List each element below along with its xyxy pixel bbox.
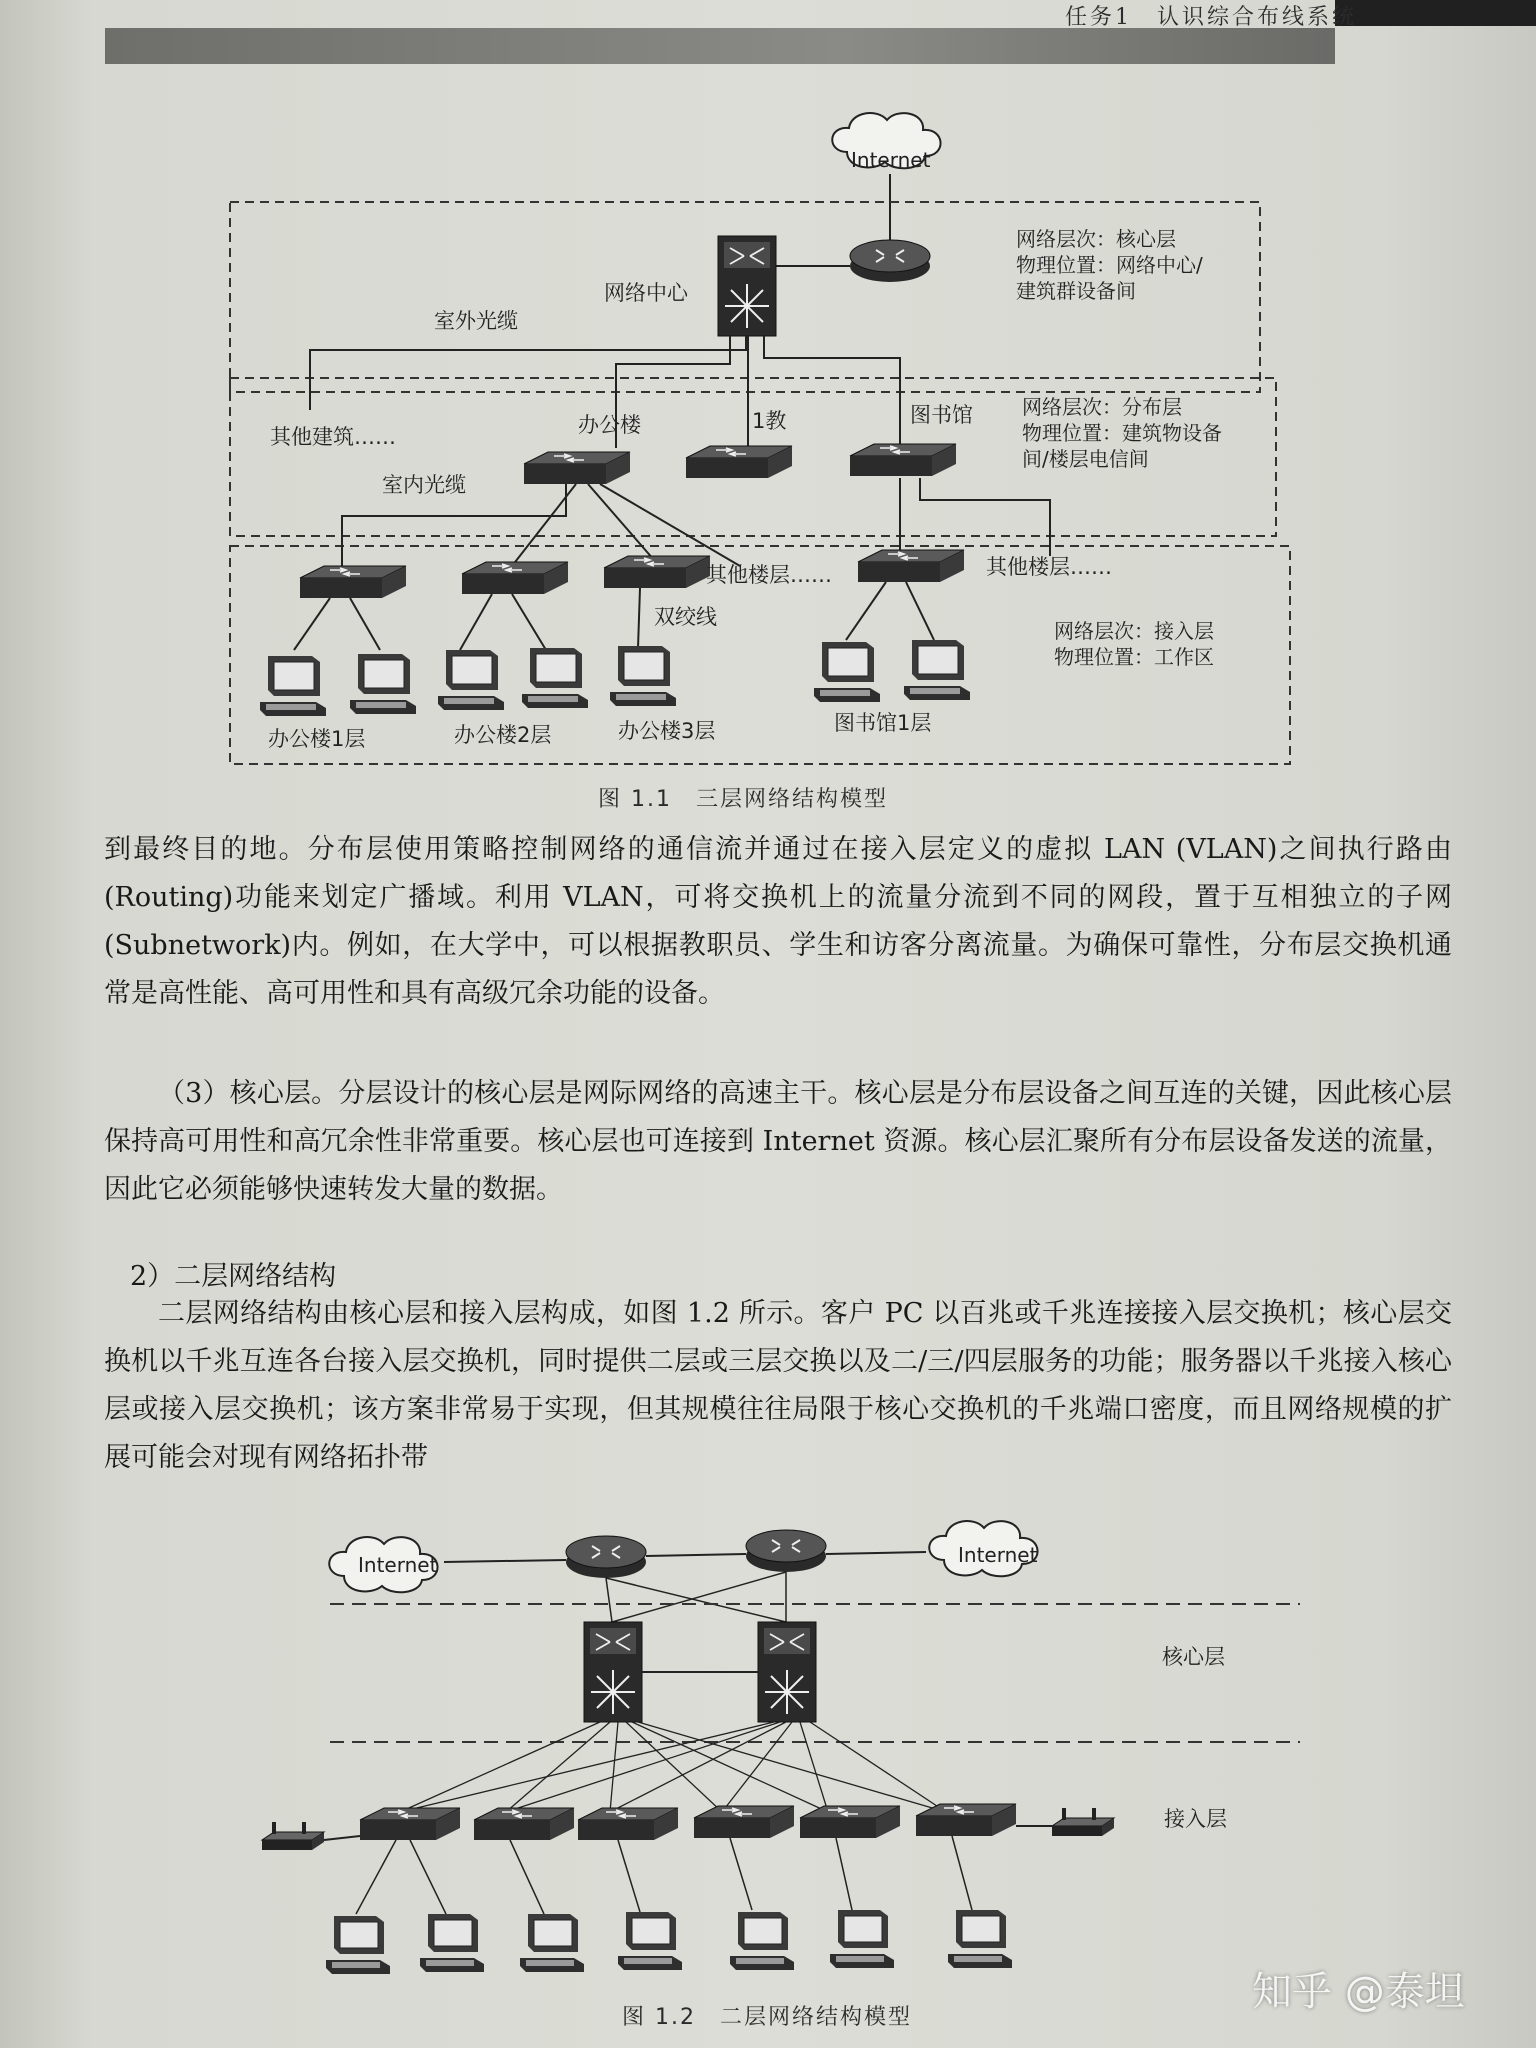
watermark: 知乎 @泰坦	[1252, 1969, 1465, 2015]
fig2-access-switch-1	[360, 1808, 460, 1840]
fig2-server-right	[1052, 1808, 1114, 1836]
fig1-other-floors-label-1: 其他楼层……	[706, 563, 832, 587]
fig1-twisted-pair-label: 双绞线	[654, 605, 717, 629]
section-heading-2: 2）二层网络结构	[130, 1261, 337, 1292]
fig2-core-layer-label: 核心层	[1162, 1645, 1225, 1669]
fig2-access-switch-6	[916, 1804, 1016, 1836]
fig1-library-f1-label: 图书馆1层	[834, 711, 932, 735]
fig1-access-layer-line2: 物理位置：工作区	[1054, 645, 1214, 669]
fig2-access-switch-3	[578, 1808, 678, 1840]
fig2-internet-left-label: Internet	[358, 1553, 438, 1577]
fig2-access-switch-4	[694, 1806, 794, 1838]
fig1-other-floors-label-2: 其他楼层……	[986, 555, 1112, 579]
fig1-network-center-label: 网络中心	[604, 281, 688, 305]
fig2-core-switch-right	[758, 1622, 816, 1722]
fig2-access-switch-2	[474, 1808, 574, 1840]
fig2-pc-3	[520, 1914, 584, 1972]
paragraph-distribution: 到最终目的地。分布层使用策略控制网络的通信流并通过在接入层定义的虚拟 LAN (VLAN)之间执行路由(Routing)功能来划定广播域。利用 VLAN，可将交换机上的流量分流到不同的网段，置于互相独立的子网(Subnetwork)内。例如，在大学中，可以根据教职员、学生和访客分离流量。为确保可靠性，分布层交换机通常是高性能、高可用性和具有高级冗余功能的设备。	[104, 834, 1452, 1009]
fig2-router-right	[746, 1530, 826, 1572]
fig1-indoor-fiber-label: 室内光缆	[382, 473, 466, 497]
paragraph-two-layer: 二层网络结构由核心层和接入层构成，如图 1.2 所示。客户 PC 以百兆或千兆连接接入层交换机；核心层交换机以千兆互连各台接入层交换机，同时提供二层或三层交换以及二/三/四层服务的功能；服务器以千兆接入核心层或接入层交换机；该方案非常易于实现，但其规模往往局限于核心交换机的千兆端口密度，而且网络规模的扩展可能会对现有网络拓扑带	[104, 1298, 1452, 1473]
fig1-core-layer-line3: 建筑群设备间	[1016, 279, 1136, 303]
fig2-pc-2	[420, 1914, 484, 1972]
fig2-pc-7	[948, 1910, 1012, 1968]
fig1-other-buildings-label: 其他建筑……	[270, 425, 396, 449]
fig2-router-left	[566, 1536, 646, 1578]
fig2-access-switch-5	[800, 1806, 900, 1838]
fig1-office-f3-label: 办公楼3层	[618, 719, 716, 743]
fig2-internet-right-label: Internet	[958, 1543, 1038, 1567]
fig1-teaching1-label: 1教	[752, 409, 787, 433]
fig1-core-layer-line1: 网络层次：核心层	[1016, 227, 1176, 251]
paragraph-core-layer: （3）核心层。分层设计的核心层是网际网络的高速主干。核心层是分布层设备之间互连的关键，因此核心层保持高可用性和高冗余性非常重要。核心层也可连接到 Internet 资源。核心层汇聚所有分布层设备发送的流量，因此它必须能够快速转发大量的数据。	[104, 1078, 1452, 1205]
fig2-pc-5	[730, 1912, 794, 1970]
figure-1-1-caption: 图 1.1 三层网络结构模型	[598, 787, 888, 812]
fig2-pc-1	[326, 1916, 390, 1974]
fig1-dist-layer-line3: 间/楼层电信间	[1022, 447, 1149, 471]
fig1-core-layer-line2: 物理位置：网络中心/	[1016, 253, 1203, 277]
fig1-dist-layer-line1: 网络层次：分布层	[1022, 395, 1182, 419]
fig1-office-f2-label: 办公楼2层	[454, 723, 552, 747]
fig1-dist-layer-line2: 物理位置：建筑物设备	[1022, 421, 1222, 445]
figure-1-2-caption: 图 1.2 二层网络结构模型	[622, 2005, 912, 2030]
fig2-core-switch-left	[584, 1622, 642, 1722]
fig2-pc-6	[830, 1910, 894, 1968]
running-head: 任务1 认识综合布线系统	[1065, 5, 1357, 30]
fig2-server-left	[262, 1822, 324, 1850]
fig1-access-layer-line1: 网络层次：接入层	[1054, 619, 1214, 643]
fig1-library-label: 图书馆	[910, 403, 973, 427]
fig1-outdoor-fiber-label: 室外光缆	[434, 309, 518, 333]
fig1-office-building-label: 办公楼	[578, 413, 641, 437]
fig1-internet-label: Internet	[851, 148, 931, 172]
fig2-access-layer-label: 接入层	[1164, 1807, 1227, 1831]
fig1-office-f1-label: 办公楼1层	[268, 727, 366, 751]
fig2-pc-4	[618, 1912, 682, 1970]
